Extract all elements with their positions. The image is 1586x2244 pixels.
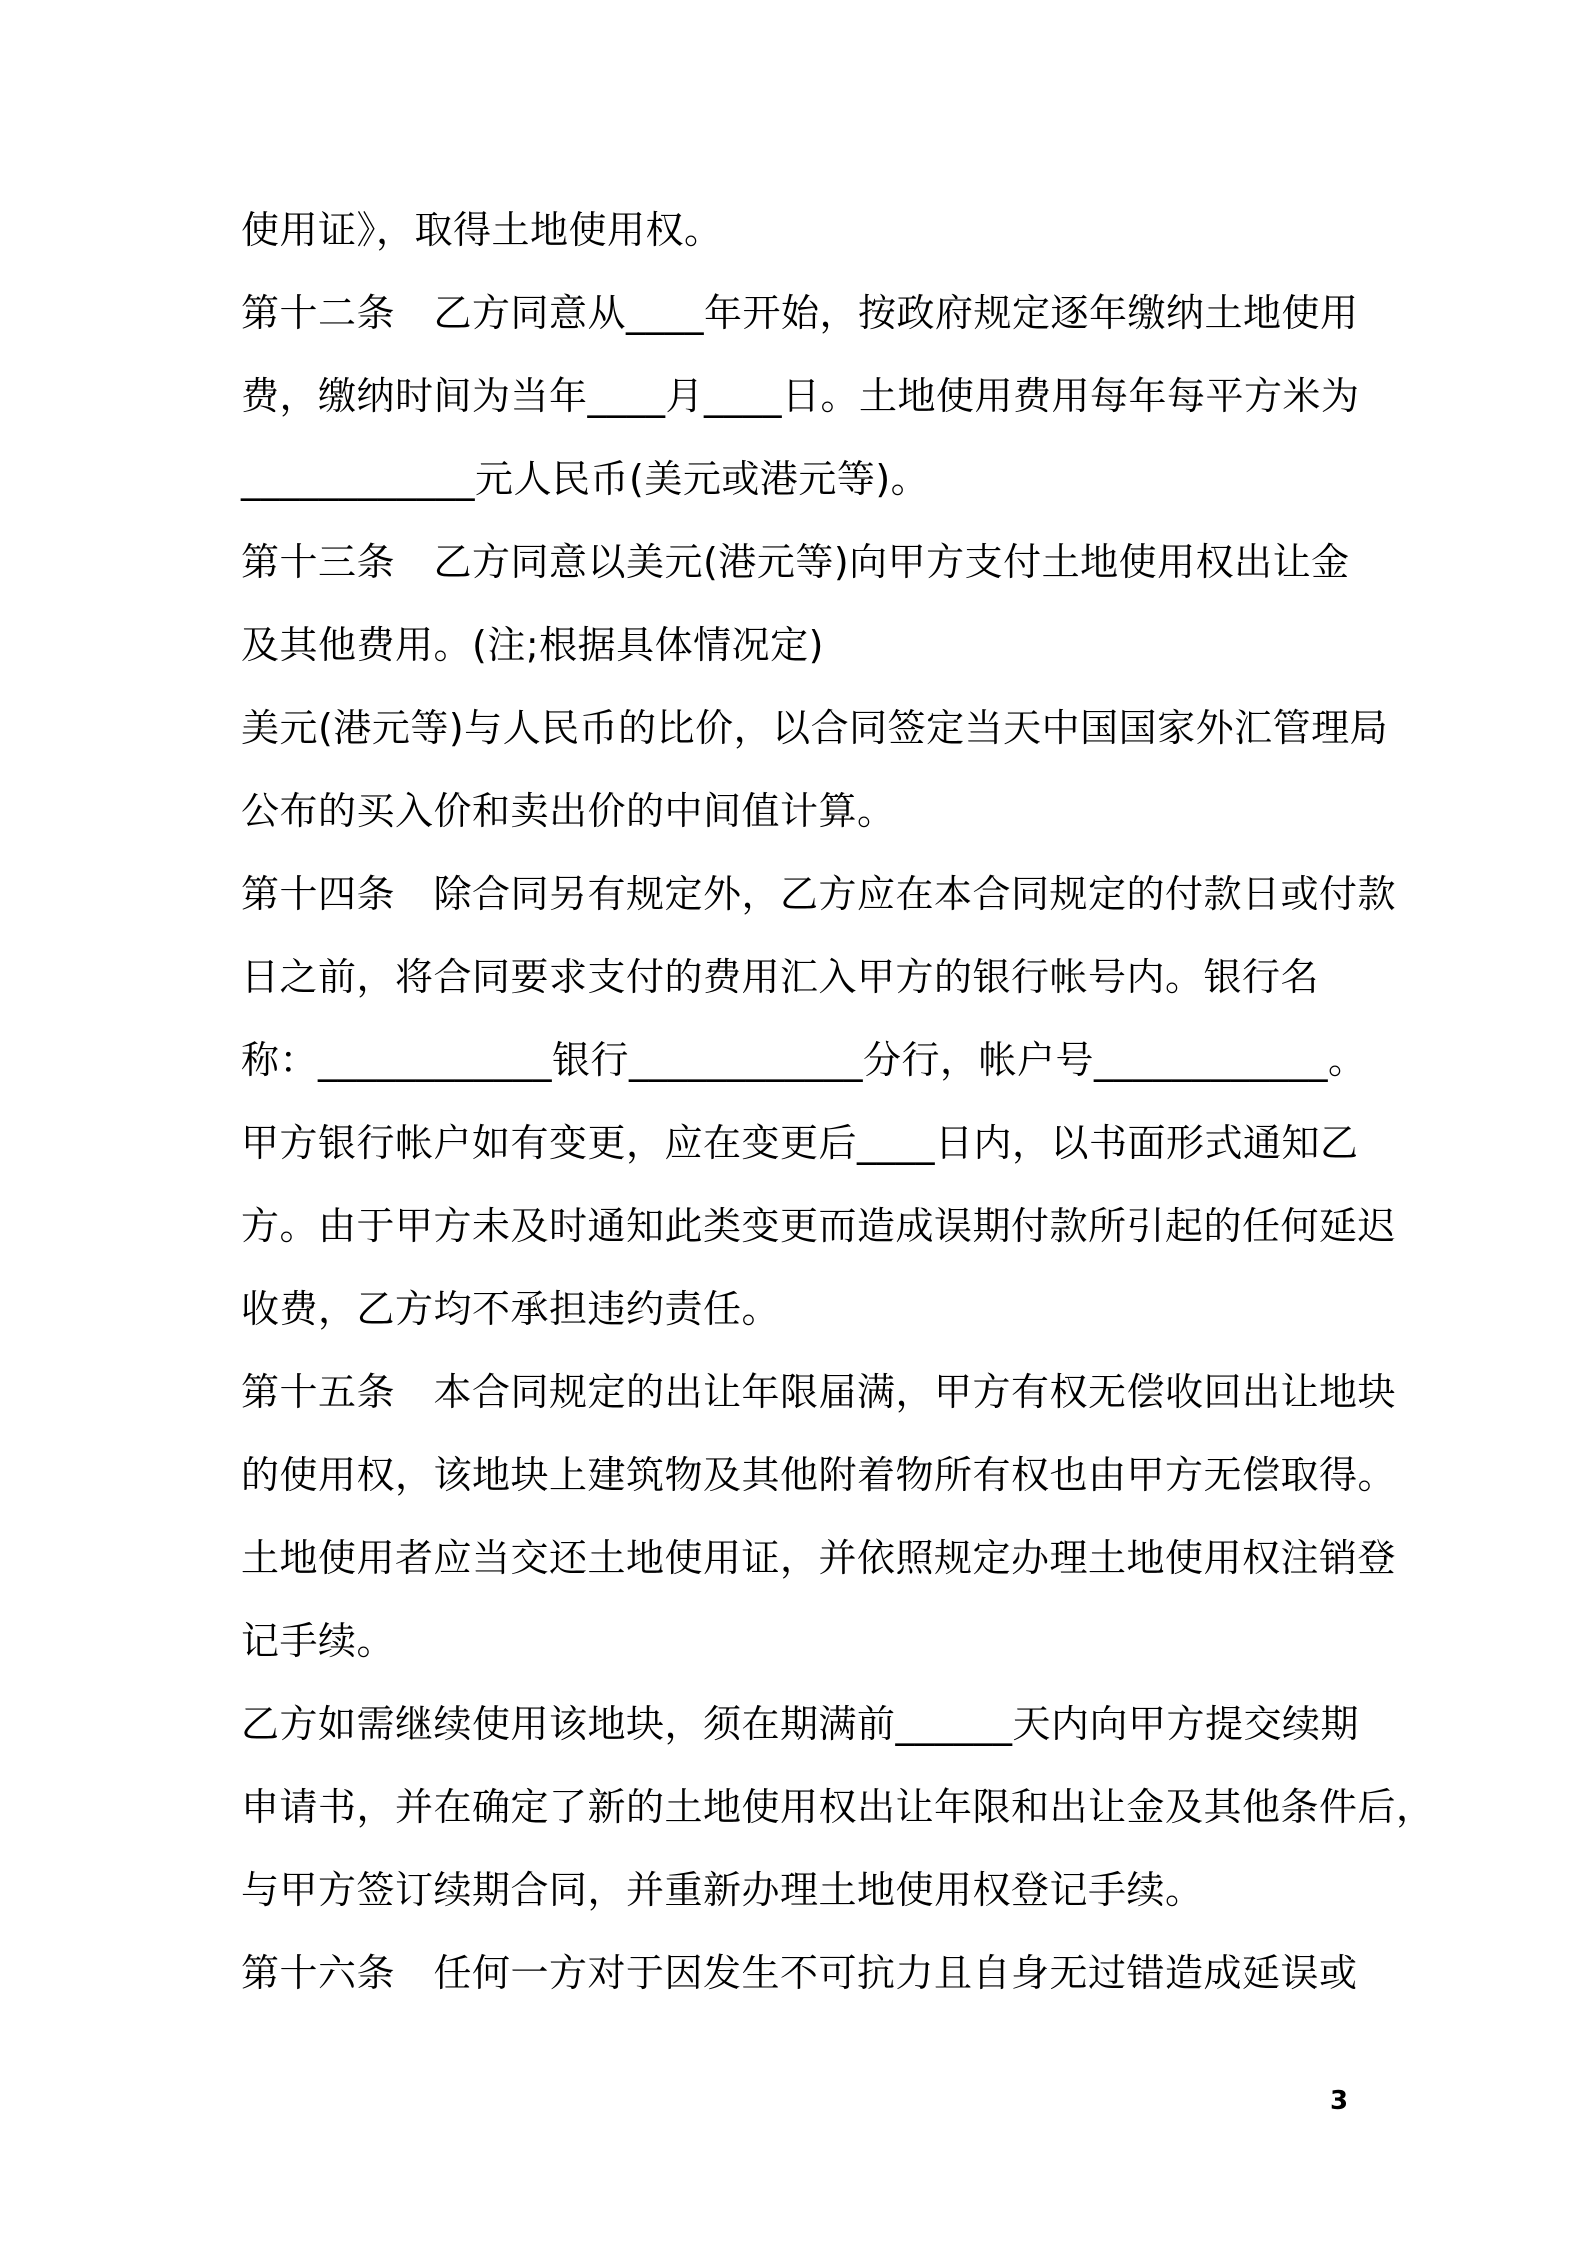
- page-number: 3: [1330, 2086, 1349, 2116]
- text-line: 称：____________银行____________分行，帐户号____________。: [241, 1038, 1367, 1082]
- text-line: 土地使用者应当交还土地使用证，并依照规定办理土地使用权注销登: [241, 1536, 1397, 1580]
- text-line: 方。由于甲方未及时通知此类变更而造成误期付款所引起的任何延迟: [241, 1204, 1397, 1248]
- text-line: 甲方银行帐户如有变更，应在变更后____日内，以书面形式通知乙: [241, 1121, 1359, 1165]
- text-line: 费，缴纳时间为当年____月____日。土地使用费用每年每平方米为: [241, 374, 1360, 418]
- text-line: 第十二条 乙方同意从____年开始，按政府规定逐年缴纳土地使用: [241, 291, 1359, 335]
- text-line: 申请书，并在确定了新的土地使用权出让年限和出让金及其他条件后，: [241, 1785, 1435, 1829]
- text-line: 乙方如需继续使用该地块，须在期满前______天内向甲方提交续期: [241, 1702, 1360, 1746]
- text-line: 公布的买入价和卖出价的中间值计算。: [241, 789, 896, 833]
- text-line: 收费，乙方均不承担违约责任。: [241, 1287, 781, 1331]
- text-line: 美元(港元等)与人民币的比价，以合同签定当天中国国家外汇管理局: [241, 706, 1389, 750]
- text-line: 及其他费用。(注;根据具体情况定): [241, 623, 824, 667]
- text-line: 第十六条 任何一方对于因发生不可抗力且自身无过错造成延误或: [241, 1951, 1358, 1995]
- text-line: 第十四条 除合同另有规定外，乙方应在本合同规定的付款日或付款: [241, 872, 1397, 916]
- text-line: 的使用权，该地块上建筑物及其他附着物所有权也由甲方无偿取得。: [241, 1453, 1397, 1497]
- text-line: 日之前，将合同要求支付的费用汇入甲方的银行帐号内。银行名: [241, 955, 1320, 999]
- text-line: 使用证》，取得土地使用权。: [241, 208, 723, 252]
- text-line: 记手续。: [241, 1619, 396, 1663]
- text-line: ____________元人民币(美元或港元等)。: [241, 457, 930, 501]
- text-line: 第十三条 乙方同意以美元(港元等)向甲方支付土地使用权出让金: [241, 540, 1350, 584]
- text-line: 与甲方签订续期合同，并重新办理土地使用权登记手续。: [241, 1868, 1204, 1912]
- text-line: 第十五条 本合同规定的出让年限届满，甲方有权无偿收回出让地块: [241, 1370, 1397, 1414]
